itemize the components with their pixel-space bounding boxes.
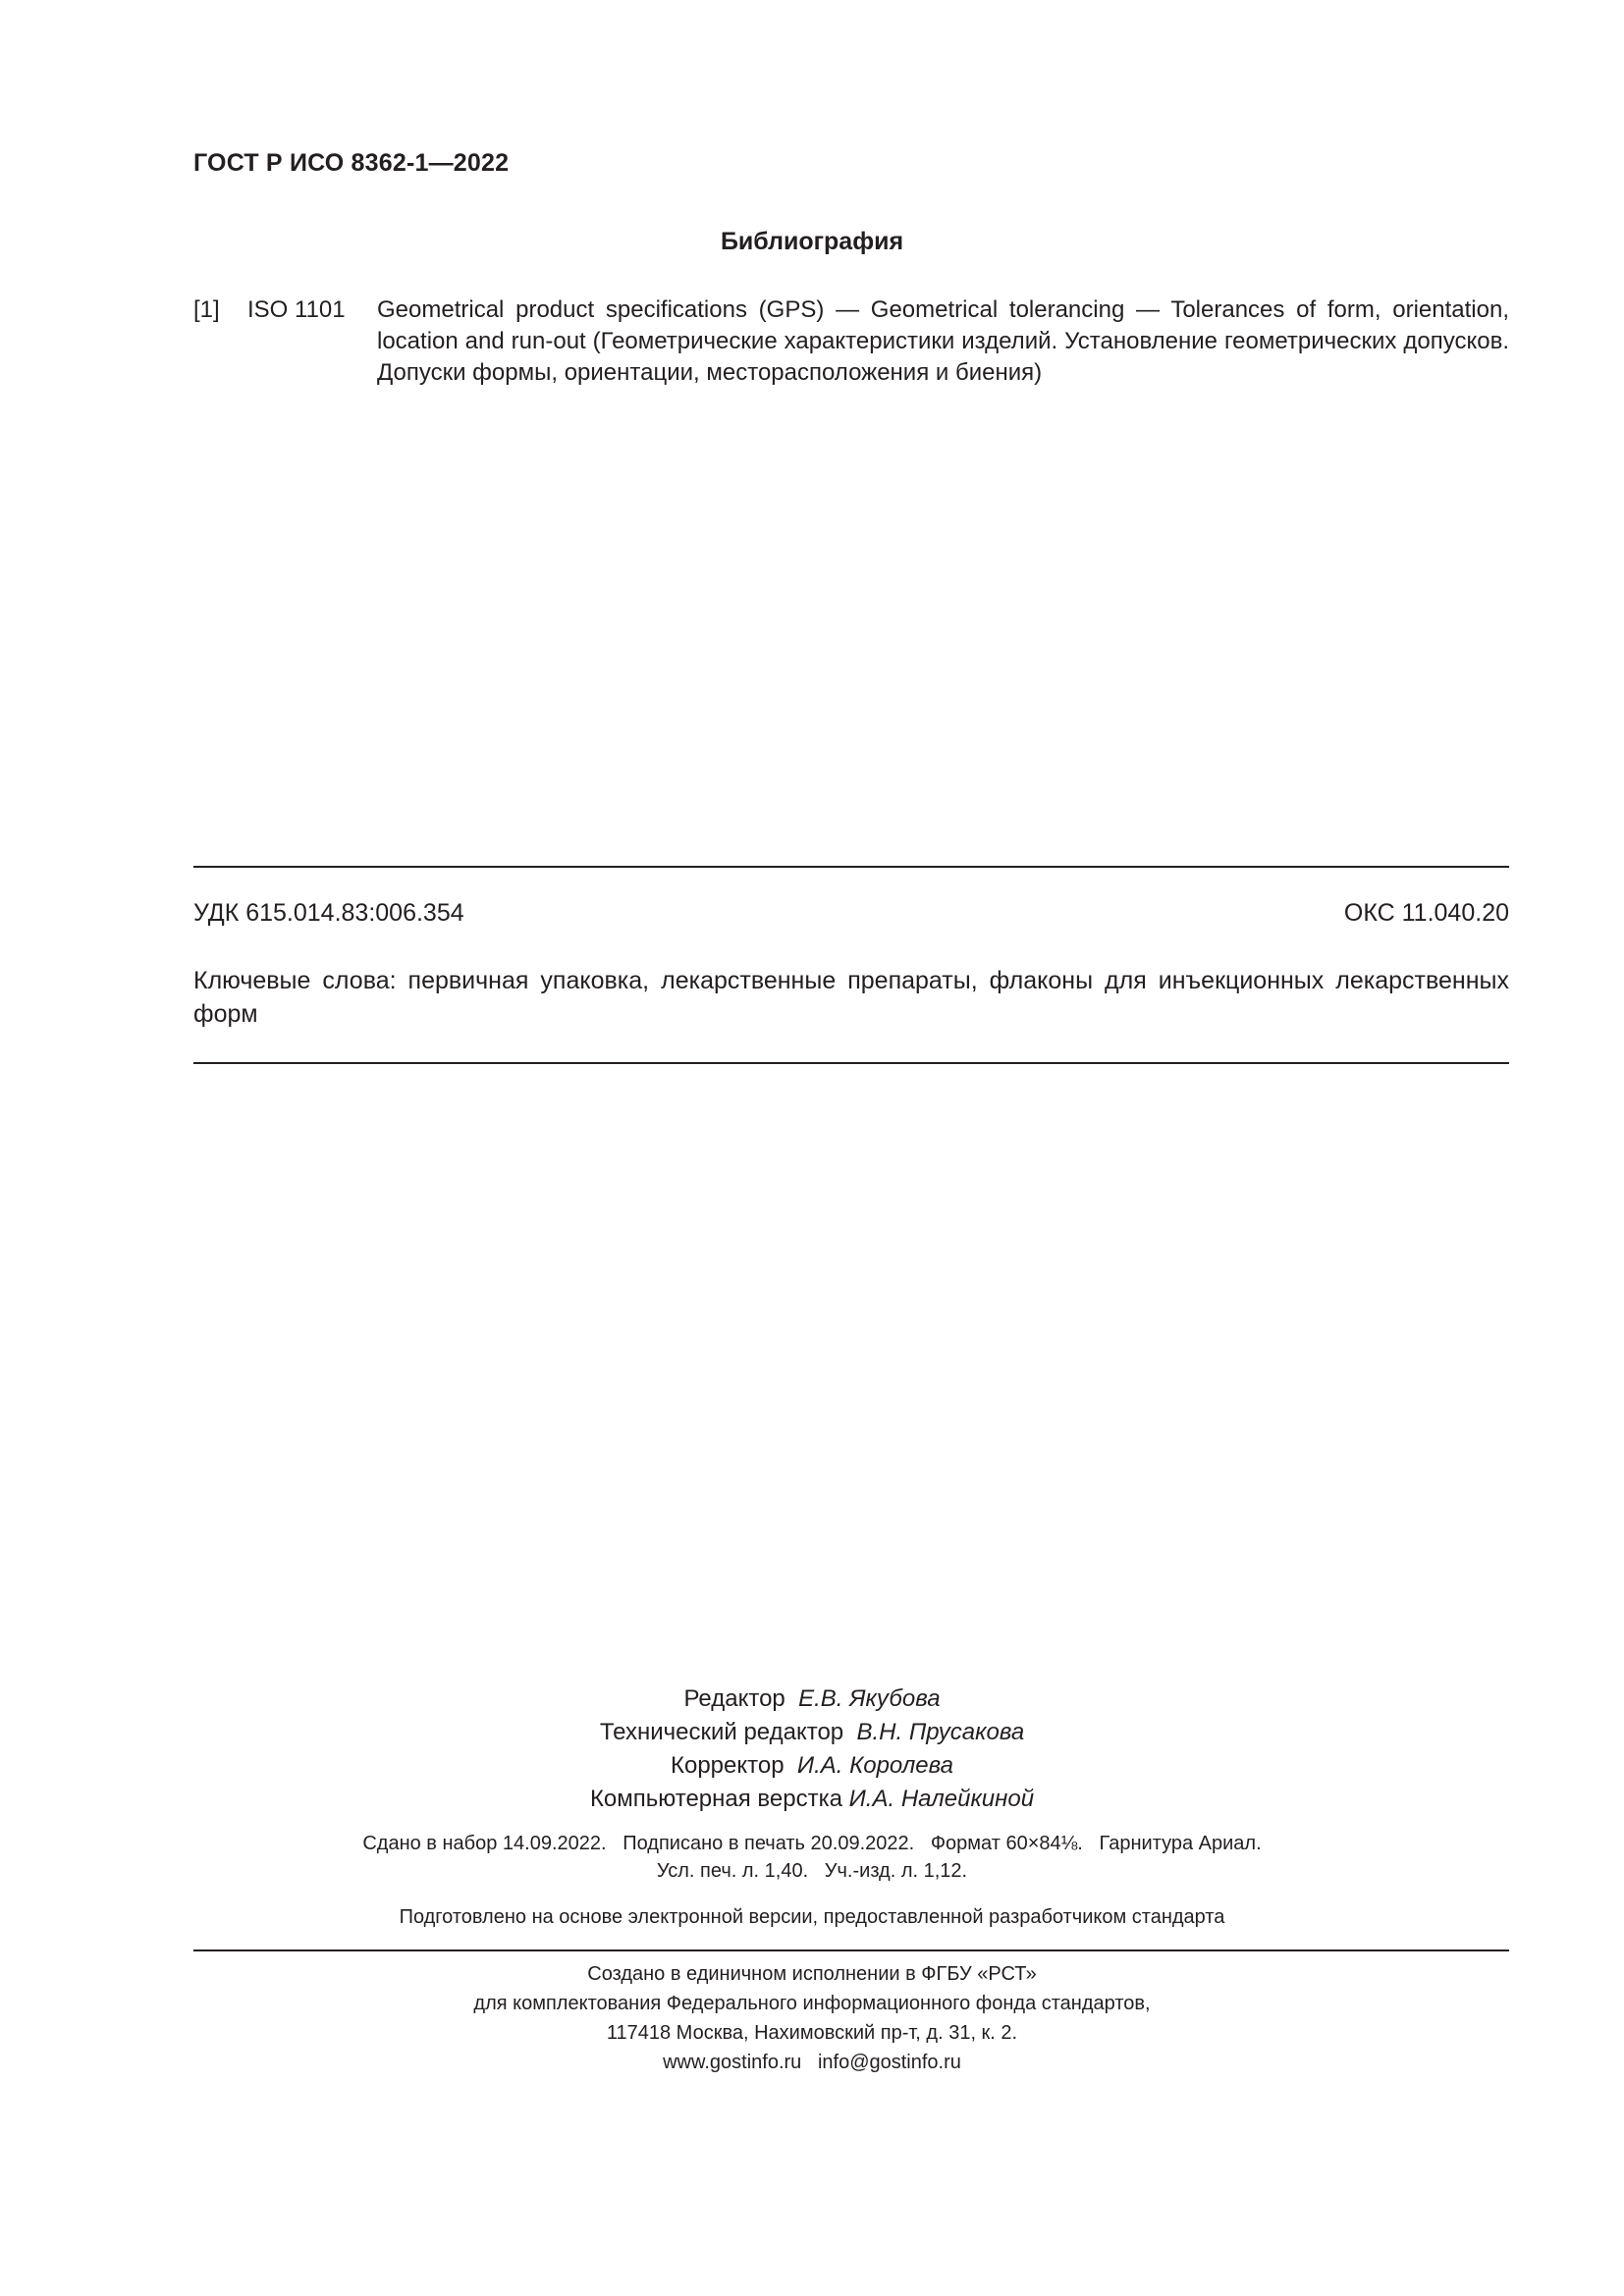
udk-code: УДК 615.014.83:006.354 (193, 899, 464, 927)
standard-code: ГОСТ Р ИСО 8362-1—2022 (193, 149, 510, 177)
created-info (0, 1959, 1624, 2077)
credit-role: Корректор (671, 1752, 785, 1779)
created-info-line: 117418 Москва, Нахимовский пр-т, д. 31, к. 2. (606, 2022, 1018, 2044)
bibliography-title: Библиография (720, 228, 904, 255)
divider-top (193, 866, 1509, 868)
credit-name: В.Н. Прусакова (856, 1719, 1025, 1745)
credit-role: Технический редактор (599, 1719, 844, 1745)
prepared-note: Подготовлено на основе электронной версии, предоставленной разработчиком стандарта (399, 1906, 1225, 1928)
created-info-line: Создано в единичном исполнении в ФГБУ «РСТ» (587, 1963, 1037, 1985)
print-info-line: Сдано в набор 14.09.2022. Подписано в печать 20.09.2022. Формат 60×84⅛. Гарнитура Ариал. (362, 1833, 1262, 1854)
credit-role: Редактор (683, 1685, 785, 1712)
divider-bottom (193, 1949, 1509, 1951)
credit-name: И.А. Налейкиной (848, 1786, 1035, 1812)
credit-line-tech-editor (0, 1716, 1624, 1749)
oks-code: ОКС 11.040.20 (1343, 899, 1509, 927)
credit-line-corrector (0, 1749, 1624, 1783)
credit-role: Компьютерная верстка (589, 1786, 842, 1812)
bibliography-entry-number: [1] (193, 296, 220, 323)
credit-line-layout (0, 1783, 1624, 1816)
credit-name: Е.В. Якубова (798, 1685, 941, 1712)
credit-line-editor (0, 1682, 1624, 1716)
created-info-line: для комплектования Федерального информационного фонда стандартов, (473, 1993, 1151, 2014)
bibliography-entry-code: ISO 1101 (247, 296, 346, 323)
credits-block (0, 1682, 1624, 1816)
contact-links: www.gostinfo.ru info@gostinfo.ru (663, 2052, 961, 2073)
bibliography-entry-text: Geometrical product specifications (GPS) — Geometrical tolerancing — Tolerances of form, orientation, location and run-out (Геометрические характеристики изделий. Установление геометрических допусков. Допуски формы, ориентации, месторасположения и биения) (377, 296, 1509, 386)
keywords-text: Ключевые слова: первичная упаковка, лекарственные препараты, флаконы для инъекционных лекарственных форм (193, 967, 1509, 1028)
divider-middle (193, 1062, 1509, 1064)
print-info-line: Усл. печ. л. 1,40. Уч.-изд. л. 1,12. (656, 1860, 968, 1882)
credit-name: И.А. Королева (796, 1752, 953, 1779)
print-info (0, 1830, 1624, 1885)
